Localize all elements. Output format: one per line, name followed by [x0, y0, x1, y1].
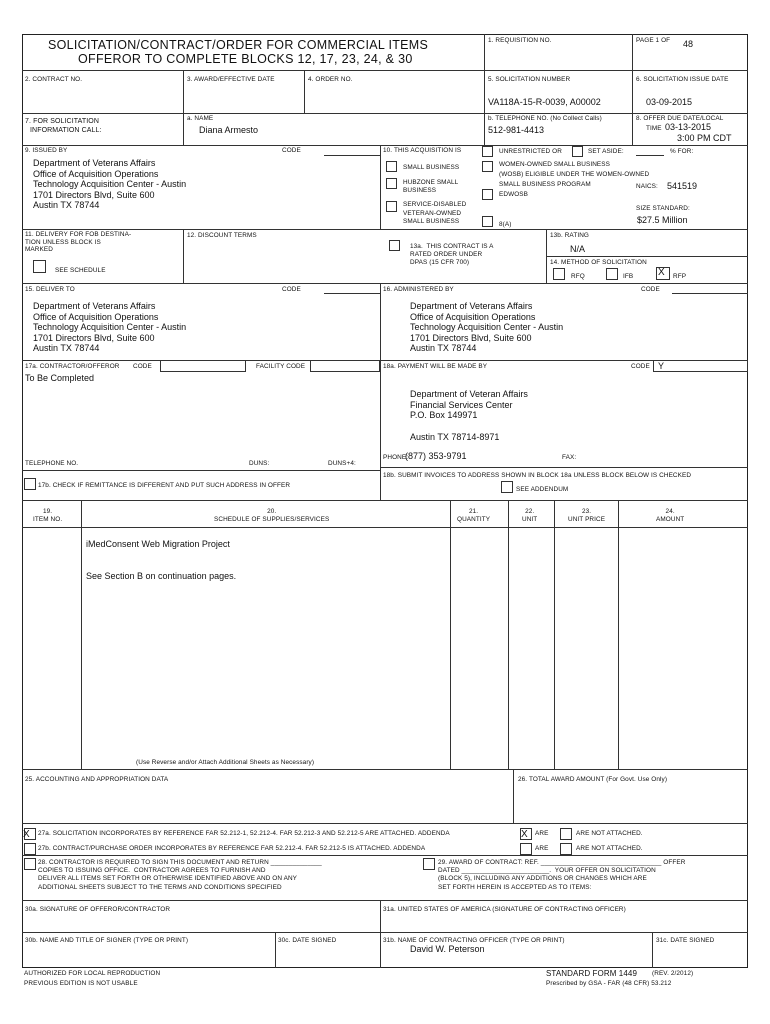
payment-phone-label: PHONE: [383, 454, 409, 461]
27b-are-not-label: ARE NOT ATTACHED. [576, 845, 643, 852]
28-checkbox[interactable] [24, 858, 36, 870]
edwosb-label: EDWOSB [499, 191, 529, 198]
contact-name: Diana Armesto [199, 125, 259, 135]
solicitation-no-label: 5. SOLICITATION NUMBER [488, 76, 571, 83]
order-no-label: 4. ORDER NO. [308, 76, 353, 83]
acquisition-label: 10. THIS ACQUISITION IS [383, 147, 462, 154]
pct-for-label: % FOR: [670, 148, 694, 155]
col-schedule: 20. SCHEDULE OF SUPPLIES/SERVICES [214, 508, 330, 523]
issued-by-address: Department of Veterans Affairs Office of Acquisition Operations Technology Acquisition Center - Austin 1701 Directors Blvd, Suite 600 Austin TX 78744 [33, 158, 187, 210]
col-item-no: 19. ITEM NO. [33, 508, 63, 523]
size-standard-label: SIZE STANDARD: [636, 205, 690, 212]
accounting-label: 25. ACCOUNTING AND APPROPRIATION DATA [25, 776, 169, 783]
administered-by-code-label: CODE [641, 286, 660, 293]
date-30c-label: 30c. DATE SIGNED [278, 937, 337, 944]
27a-are-not-label: ARE NOT ATTACHED. [576, 830, 643, 837]
schedule-line-2: See Section B on continuation pages. [86, 571, 237, 581]
name-30b-label: 30b. NAME AND TITLE OF SIGNER (TYPE OR PRINT) [25, 937, 189, 944]
set-aside-label: SET ASIDE: [588, 148, 624, 155]
remittance-label: 17b. CHECK IF REMITTANCE IS DIFFERENT AND PUT SUCH ADDRESS IN OFFER [38, 482, 291, 489]
ifb-checkbox[interactable] [606, 268, 618, 280]
edwosb-checkbox[interactable] [482, 189, 493, 200]
contracting-officer-name: David W. Peterson [410, 944, 485, 954]
footer-form-name: STANDARD FORM 1449 [546, 969, 638, 978]
award-date-label: 3. AWARD/EFFECTIVE DATE [187, 76, 275, 83]
payment-fax-label: FAX: [562, 454, 577, 461]
contract-no-label: 2. CONTRACT NO. [25, 76, 83, 83]
footer-previous-edition: PREVIOUS EDITION IS NOT USABLE [24, 980, 138, 987]
sdvosb-label: SERVICE-DISABLED VETERAN-OWNED SMALL BUSINESS [403, 201, 467, 225]
date-31c-label: 31c. DATE SIGNED [656, 937, 715, 944]
27a-are-not-checkbox[interactable] [560, 828, 572, 840]
payment-code-label: CODE [631, 363, 650, 370]
27b-are-label: ARE [535, 845, 549, 852]
duns4-label: DUNS+4: [328, 460, 356, 467]
col-unit: 22. UNIT [522, 508, 538, 523]
rfq-label: RFQ [571, 273, 585, 280]
rfp-check-mark: X [658, 267, 665, 278]
27a-are-label: ARE [535, 830, 549, 837]
requisition-label: 1. REQUISITION NO. [488, 37, 552, 44]
due-date: 03-13-2015 [665, 122, 712, 132]
deliver-to-code-label: CODE [282, 286, 301, 293]
issue-date: 03-09-2015 [646, 97, 693, 107]
footer-revision: (REV. 2/2012) [652, 970, 694, 977]
29-text: 29. AWARD OF CONTRACT: REF. _________________________________ OFFER DATED ________________________. YOUR OFFER ON SOLICITATION (BLOCK 5), INCLUDING ANY ADDITIONS OR CHANGES WHICH ARE SET FORTH HEREIN IS ACCEPTED AS TO ITEMS: [438, 859, 686, 891]
footer-prescribed: Prescribed by GSA - FAR (48 CFR) 53.212 [546, 980, 672, 987]
col-unit-price: 23. UNIT PRICE [568, 508, 606, 523]
telephone-label: TELEPHONE NO. [25, 460, 79, 467]
27a-are-mark: X [521, 829, 528, 840]
naics-label: NAICS: [636, 183, 658, 190]
info-call-label-1: 7. FOR SOLICITATION [25, 118, 99, 125]
issue-date-label: 6. SOLICITATION ISSUE DATE [636, 76, 729, 83]
contractor-value: To Be Completed [25, 373, 95, 383]
payment-code-field[interactable] [653, 360, 748, 372]
ifb-label: IFB [623, 273, 634, 280]
remittance-checkbox[interactable] [24, 478, 36, 490]
set-aside-checkbox[interactable] [572, 146, 583, 157]
form-title-line2: OFFEROR TO COMPLETE BLOCKS 12, 17, 23, 24, & 30 [78, 52, 413, 66]
see-schedule-checkbox[interactable] [33, 260, 46, 273]
administered-by-address: Department of Veterans Affairs Office of Acquisition Operations Technology Acquisition Center - Austin 1701 Directors Blvd, Suite 600 Austin TX 78744 [410, 301, 564, 353]
eight-a-label: 8(A) [499, 221, 512, 228]
facility-code-field[interactable] [310, 360, 380, 372]
facility-code-label: FACILITY CODE [256, 363, 306, 370]
27a-check-mark: X [23, 829, 30, 840]
issued-by-code-label: CODE [282, 147, 301, 154]
contractor-code-label: CODE [133, 363, 152, 370]
sig-31a-label: 31a. UNITED STATES OF AMERICA (SIGNATURE OF CONTRACTING OFFICER) [383, 906, 626, 913]
naics-code: 541519 [667, 181, 698, 191]
name-label: a. NAME [187, 115, 214, 122]
col-quantity: 21. QUANTITY [457, 508, 491, 523]
sdvosb-checkbox[interactable] [386, 201, 397, 212]
see-addendum-label: SEE ADDENDUM [516, 486, 569, 493]
rfp-label: RFP [673, 273, 687, 280]
rated-order-checkbox[interactable] [389, 240, 400, 251]
27b-checkbox[interactable] [24, 843, 36, 855]
schedule-footnote: (Use Reverse and/or Attach Additional Sheets as Necessary) [136, 759, 315, 766]
form-title-line1: SOLICITATION/CONTRACT/ORDER FOR COMMERCIAL ITEMS [48, 38, 429, 52]
page-total: 48 [683, 39, 694, 49]
payment-address: Department of Veteran Affairs Financial Services Center P.O. Box 149971 [410, 389, 528, 420]
info-call-label-2: INFORMATION CALL: [30, 127, 102, 134]
contact-phone: 512-981-4413 [488, 125, 545, 135]
time-label: TIME [646, 125, 662, 132]
hubzone-checkbox[interactable] [386, 178, 397, 189]
see-schedule-label: SEE SCHEDULE [55, 267, 106, 274]
see-addendum-checkbox[interactable] [501, 481, 513, 493]
size-standard: $27.5 Million [637, 215, 688, 225]
unrestricted-label: UNRESTRICTED OR [499, 148, 562, 155]
sig-30a-label: 30a. SIGNATURE OF OFFEROR/CONTRACTOR [25, 906, 171, 913]
name-31b-label: 31b. NAME OF CONTRACTING OFFICER (TYPE OR PRINT) [383, 937, 565, 944]
27a-text: 27a. SOLICITATION INCORPORATES BY REFERENCE FAR 52.212-1, 52.212-4. FAR 52.212-3 AND 52.212-5 ARE ATTACHED. ADDENDA [38, 830, 450, 837]
phone-label: b. TELEPHONE NO. (No Collect Calls) [488, 115, 602, 122]
payment-code-value: Y [658, 361, 665, 371]
deliver-to-label: 15. DELIVER TO [25, 286, 75, 293]
wosb-label: WOMEN-OWNED SMALL BUSINESS (WOSB) ELIGIBLE UNDER THE WOMEN-OWNED SMALL BUSINESS PROGRAM [499, 161, 650, 188]
invoice-label: 18b. SUBMIT INVOICES TO ADDRESS SHOWN IN BLOCK 18a UNLESS BLOCK BELOW IS CHECKED [383, 472, 692, 479]
deliver-to-address: Department of Veterans Affairs Office of Acquisition Operations Technology Acquisition Center - Austin 1701 Directors Blvd, Suite 600 Austin TX 78744 [33, 301, 187, 353]
rated-order-label: 13a. THIS CONTRACT IS A RATED ORDER UNDER DPAS (15 CFR 700) [410, 243, 494, 266]
due-time: 3:00 PM CDT [677, 133, 732, 143]
small-business-label: SMALL BUSINESS [403, 164, 460, 171]
28-text: 28. CONTRACTOR IS REQUIRED TO SIGN THIS DOCUMENT AND RETURN ______________ COPIES TO ISSUING OFFICE. CONTRACTOR AGREES TO FURNISH AND DELIVER ALL ITEMS SET FORTH OR OTHERWISE IDENTIFIED ABOVE AND ON ANY ADDITIONAL SHEETS SUBJECT TO THE TERMS AND CONDITIONS SPECIFIED [38, 859, 322, 891]
payment-phone: (877) 353-9791 [405, 451, 467, 461]
fob-label: 11. DELIVERY FOR FOB DESTINA- TION UNLESS BLOCK IS MARKED [25, 231, 132, 253]
issued-by-label: 9. ISSUED BY [25, 147, 68, 154]
27b-are-checkbox[interactable] [520, 843, 532, 855]
col-amount: 24. AMOUNT [656, 508, 685, 523]
contractor-label: 17a. CONTRACTOR/OFFEROR [25, 363, 120, 370]
rating-label: 13b. RATING [550, 232, 589, 239]
total-award-label: 26. TOTAL AWARD AMOUNT (For Govt. Use Only) [518, 776, 668, 783]
due-date-label: 8. OFFER DUE DATE/LOCAL [636, 115, 724, 122]
wosb-checkbox[interactable] [482, 161, 493, 172]
administered-by-label: 16. ADMINISTERED BY [383, 286, 454, 293]
29-checkbox[interactable] [423, 858, 435, 870]
footer-reproduction: AUTHORIZED FOR LOCAL REPRODUCTION [24, 970, 161, 977]
method-label: 14. METHOD OF SOLICITATION [550, 259, 647, 266]
page-label: PAGE 1 OF [636, 37, 671, 44]
schedule-line-1: iMedConsent Web Migration Project [86, 539, 230, 549]
contractor-code-field[interactable] [160, 360, 246, 372]
duns-label: DUNS: [249, 460, 270, 467]
hubzone-label: HUBZONE SMALL BUSINESS [403, 179, 459, 194]
rating-value: N/A [570, 244, 586, 254]
27b-are-not-checkbox[interactable] [560, 843, 572, 855]
solicitation-number: VA118A-15-R-0039, A00002 [488, 97, 601, 107]
eight-a-checkbox[interactable] [482, 216, 493, 227]
unrestricted-checkbox[interactable] [482, 146, 493, 157]
rfq-checkbox[interactable] [553, 268, 565, 280]
small-business-checkbox[interactable] [386, 161, 397, 172]
27b-text: 27b. CONTRACT/PURCHASE ORDER INCORPORATES BY REFERENCE FAR 52.212-4. FAR 52.212-5 IS ATTACHED. ADDENDA [38, 845, 426, 852]
payment-label: 18a. PAYMENT WILL BE MADE BY [383, 363, 488, 370]
discount-terms-label: 12. DISCOUNT TERMS [187, 232, 257, 239]
payment-city: Austin TX 78714-8971 [410, 432, 500, 442]
